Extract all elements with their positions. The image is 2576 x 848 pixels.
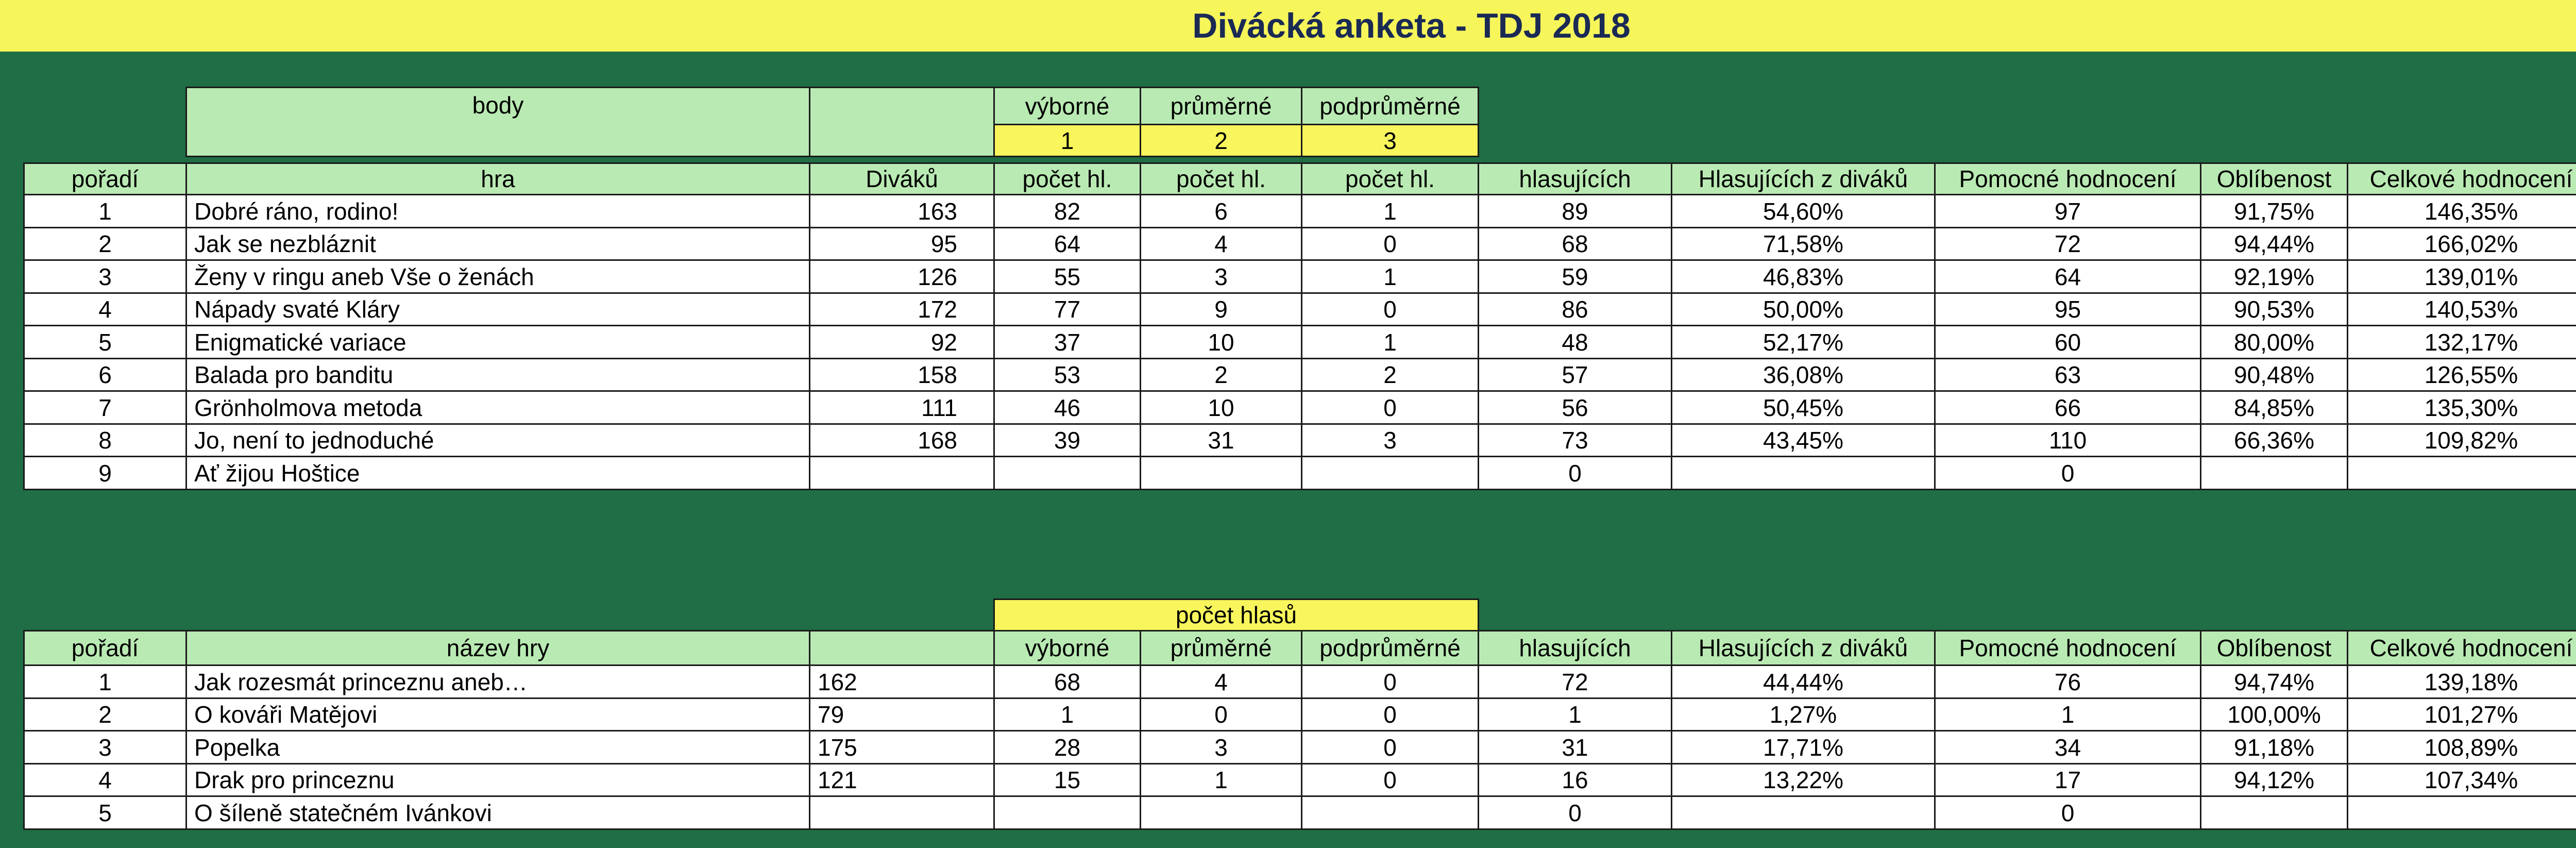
table-cell: 95 xyxy=(1934,292,2201,326)
table-cell: 126,55% xyxy=(2347,358,2576,392)
table-cell: 60 xyxy=(1934,325,2201,359)
table-cell: 15 xyxy=(993,763,1141,797)
table-cell: 121 xyxy=(809,763,995,797)
play-name: Balada pro banditu xyxy=(185,358,810,392)
table-cell: 86 xyxy=(1478,292,1672,326)
table-cell xyxy=(1140,795,1302,830)
col-header: podprůměrné xyxy=(1301,630,1479,666)
table-cell: 17,71% xyxy=(1671,730,1936,764)
table-cell xyxy=(809,795,995,830)
play-name: O kováři Matějovi xyxy=(185,697,810,731)
table-cell: 135,30% xyxy=(2347,390,2576,425)
play-name: Dobré ráno, rodino! xyxy=(185,194,810,228)
table-cell xyxy=(1301,795,1479,830)
table-cell: 92,19% xyxy=(2200,259,2348,294)
table-cell: 101,27% xyxy=(2347,697,2576,731)
table-cell: 94,12% xyxy=(2200,763,2348,797)
table-cell: 79 xyxy=(809,697,995,731)
table-cell: 1 xyxy=(23,194,187,228)
table-cell: 94,74% xyxy=(2200,664,2348,699)
table-cell: 56 xyxy=(1478,390,1672,425)
table-cell: 77 xyxy=(993,292,1141,326)
table-cell: 31 xyxy=(1140,423,1302,457)
table-cell: 53 xyxy=(993,358,1141,392)
col-header: Celkové hodnocení xyxy=(2347,630,2576,666)
play-name: Nápady svaté Kláry xyxy=(185,292,810,326)
table-cell: 5 xyxy=(23,325,187,359)
col-header: název hry xyxy=(185,630,810,666)
col-header: počet hl. xyxy=(993,162,1141,195)
table-cell: 91,18% xyxy=(2200,730,2348,764)
table-cell: 1 xyxy=(1301,194,1479,228)
header-prumerne: průměrné xyxy=(1140,87,1302,125)
table-cell: 2 xyxy=(23,227,187,261)
table-cell: 46 xyxy=(993,390,1141,425)
table-cell: 0 xyxy=(1140,697,1302,731)
table-cell: 10 xyxy=(1140,325,1302,359)
table-cell: 139,01% xyxy=(2347,259,2576,294)
table-cell: 8 xyxy=(23,423,187,457)
weight-2: 2 xyxy=(1140,124,1302,157)
table-cell: 108,89% xyxy=(2347,730,2576,764)
table-cell: 16 xyxy=(1478,763,1672,797)
table-cell: 6 xyxy=(1140,194,1302,228)
table-cell: 109,82% xyxy=(2347,423,2576,457)
col-header: hlasujících xyxy=(1478,162,1672,195)
table-cell: 34 xyxy=(1934,730,2201,764)
table-cell: 95 xyxy=(809,227,995,261)
col-header: hlasujících xyxy=(1478,630,1672,666)
table-cell: 1 xyxy=(1301,325,1479,359)
table-cell: 175 xyxy=(809,730,995,764)
table-cell: 90,53% xyxy=(2200,292,2348,326)
table-cell: 0 xyxy=(1301,763,1479,797)
col-header: hra xyxy=(185,162,810,195)
table-cell: 43,45% xyxy=(1671,423,1936,457)
table-cell xyxy=(2200,795,2348,830)
table-cell: 44,44% xyxy=(1671,664,1936,699)
table-cell: 5 xyxy=(23,795,187,830)
col-header: počet hl. xyxy=(1301,162,1479,195)
table-cell: 4 xyxy=(1140,227,1302,261)
weight-1: 1 xyxy=(993,124,1141,157)
table-cell: 50,45% xyxy=(1671,390,1936,425)
play-name: Jak rozesmát princeznu aneb… xyxy=(185,664,810,699)
table-cell: 162 xyxy=(809,664,995,699)
header-vyborne: výborné xyxy=(993,87,1141,125)
col-header: počet hl. xyxy=(1140,162,1302,195)
table-cell: 4 xyxy=(1140,664,1302,699)
table-cell: 0 xyxy=(1301,390,1479,425)
table-cell: 64 xyxy=(1934,259,2201,294)
col-header: Diváků xyxy=(809,162,995,195)
play-name: Jak se nezbláznit xyxy=(185,227,810,261)
col-header: výborné xyxy=(993,630,1141,666)
table-cell: 1 xyxy=(23,664,187,699)
table-cell: 168 xyxy=(809,423,995,457)
table-cell: 166,02% xyxy=(2347,227,2576,261)
col-header xyxy=(809,630,995,666)
col-header: Hlasujících z diváků xyxy=(1671,630,1936,666)
table-cell: 46,83% xyxy=(1671,259,1936,294)
table-cell: 2 xyxy=(1140,358,1302,392)
weight-3: 3 xyxy=(1301,124,1479,157)
table-cell: 36,08% xyxy=(1671,358,1936,392)
table-cell: 1,27% xyxy=(1671,697,1936,731)
table-cell: 0 xyxy=(1301,697,1479,731)
table-cell: 172 xyxy=(809,292,995,326)
table-cell: 68 xyxy=(1478,227,1672,261)
table-cell: 64 xyxy=(993,227,1141,261)
col-header: Hlasujících z diváků xyxy=(1671,162,1936,195)
table-cell: 13,22% xyxy=(1671,763,1936,797)
table-cell xyxy=(1671,795,1936,830)
table-cell: 111 xyxy=(809,390,995,425)
table-cell: 2 xyxy=(23,697,187,731)
table-cell: 76 xyxy=(1934,664,2201,699)
table-cell: 6 xyxy=(23,358,187,392)
table-cell: 3 xyxy=(23,730,187,764)
table-cell: 132,17% xyxy=(2347,325,2576,359)
table-cell: 9 xyxy=(1140,292,1302,326)
play-name: Popelka xyxy=(185,730,810,764)
table-cell: 0 xyxy=(1301,227,1479,261)
table-cell: 4 xyxy=(23,292,187,326)
table-cell: 59 xyxy=(1478,259,1672,294)
play-name: Jo, není to jednoduché xyxy=(185,423,810,457)
table-cell: 57 xyxy=(1478,358,1672,392)
table-cell: 3 xyxy=(1140,730,1302,764)
table-cell xyxy=(2347,795,2576,830)
table-cell: 17 xyxy=(1934,763,2201,797)
play-name: Ať žijou Hoštice xyxy=(185,456,810,490)
table-cell: 0 xyxy=(1934,795,2201,830)
table-cell: 72 xyxy=(1478,664,1672,699)
table-cell: 2 xyxy=(1301,358,1479,392)
col-header: Celkové hodnocení xyxy=(2347,162,2576,195)
table-cell: 0 xyxy=(1478,456,1672,490)
table-cell: 110 xyxy=(1934,423,2201,457)
table-cell: 37 xyxy=(993,325,1141,359)
body-header: body xyxy=(185,87,810,157)
table-cell: 107,34% xyxy=(2347,763,2576,797)
table-cell: 139,18% xyxy=(2347,664,2576,699)
col-header: pořadí xyxy=(23,162,187,195)
table-cell: 80,00% xyxy=(2200,325,2348,359)
table-cell: 94,44% xyxy=(2200,227,2348,261)
table-cell: 0 xyxy=(1301,292,1479,326)
page-title: Divácká anketa - TDJ 2018 xyxy=(1192,6,1631,45)
col-header: Pomocné hodnocení xyxy=(1934,630,2201,666)
table-cell: 66,36% xyxy=(2200,423,2348,457)
table-cell: 54,60% xyxy=(1671,194,1936,228)
table-cell: 52,17% xyxy=(1671,325,1936,359)
play-name: Drak pro princeznu xyxy=(185,763,810,797)
table-cell: 1 xyxy=(1301,259,1479,294)
table-cell: 71,58% xyxy=(1671,227,1936,261)
table-cell: 90,48% xyxy=(2200,358,2348,392)
table-cell: 55 xyxy=(993,259,1141,294)
table-cell: 0 xyxy=(1301,730,1479,764)
play-name: Ženy v ringu aneb Vše o ženách xyxy=(185,259,810,294)
table-cell: 158 xyxy=(809,358,995,392)
table-cell: 3 xyxy=(1140,259,1302,294)
table-cell: 126 xyxy=(809,259,995,294)
table-cell: 48 xyxy=(1478,325,1672,359)
play-name: Grönholmova metoda xyxy=(185,390,810,425)
table-cell: 0 xyxy=(1301,664,1479,699)
col-header: Oblíbenost xyxy=(2200,630,2348,666)
table-cell: 1 xyxy=(1934,697,2201,731)
table-cell: 7 xyxy=(23,390,187,425)
table-cell: 140,53% xyxy=(2347,292,2576,326)
play-name: Enigmatické variace xyxy=(185,325,810,359)
table-cell: 1 xyxy=(993,697,1141,731)
col-header: průměrné xyxy=(1140,630,1302,666)
col-header: Oblíbenost xyxy=(2200,162,2348,195)
table-cell xyxy=(993,795,1141,830)
table-cell: 73 xyxy=(1478,423,1672,457)
table-cell: 84,85% xyxy=(2200,390,2348,425)
table-cell: 92 xyxy=(809,325,995,359)
table-cell: 4 xyxy=(23,763,187,797)
table-cell: 89 xyxy=(1478,194,1672,228)
table-cell: 100,00% xyxy=(2200,697,2348,731)
table-cell: 163 xyxy=(809,194,995,228)
table-cell: 3 xyxy=(1301,423,1479,457)
table-cell: 97 xyxy=(1934,194,2201,228)
table-cell: 68 xyxy=(993,664,1141,699)
table-cell: 146,35% xyxy=(2347,194,2576,228)
table-cell: 91,75% xyxy=(2200,194,2348,228)
table-cell: 1 xyxy=(1478,697,1672,731)
table-cell: 63 xyxy=(1934,358,2201,392)
table-cell: 72 xyxy=(1934,227,2201,261)
table-cell: 3 xyxy=(23,259,187,294)
table-cell: 28 xyxy=(993,730,1141,764)
table-cell: 82 xyxy=(993,194,1141,228)
table-cell: 0 xyxy=(1934,456,2201,490)
table-cell: 1 xyxy=(1140,763,1302,797)
col-header: pořadí xyxy=(23,630,187,666)
table-cell: 39 xyxy=(993,423,1141,457)
votes-group-header: počet hlasů xyxy=(993,598,1479,631)
table-cell: 10 xyxy=(1140,390,1302,425)
table-cell: 0 xyxy=(1478,795,1672,830)
header-podprumerne: podprůměrné xyxy=(1301,87,1479,125)
table-cell: 31 xyxy=(1478,730,1672,764)
play-name: O šíleně statečném Ivánkovi xyxy=(185,795,810,830)
table-cell: 66 xyxy=(1934,390,2201,425)
table-cell: 50,00% xyxy=(1671,292,1936,326)
table-cell: 9 xyxy=(23,456,187,490)
col-header: Pomocné hodnocení xyxy=(1934,162,2201,195)
